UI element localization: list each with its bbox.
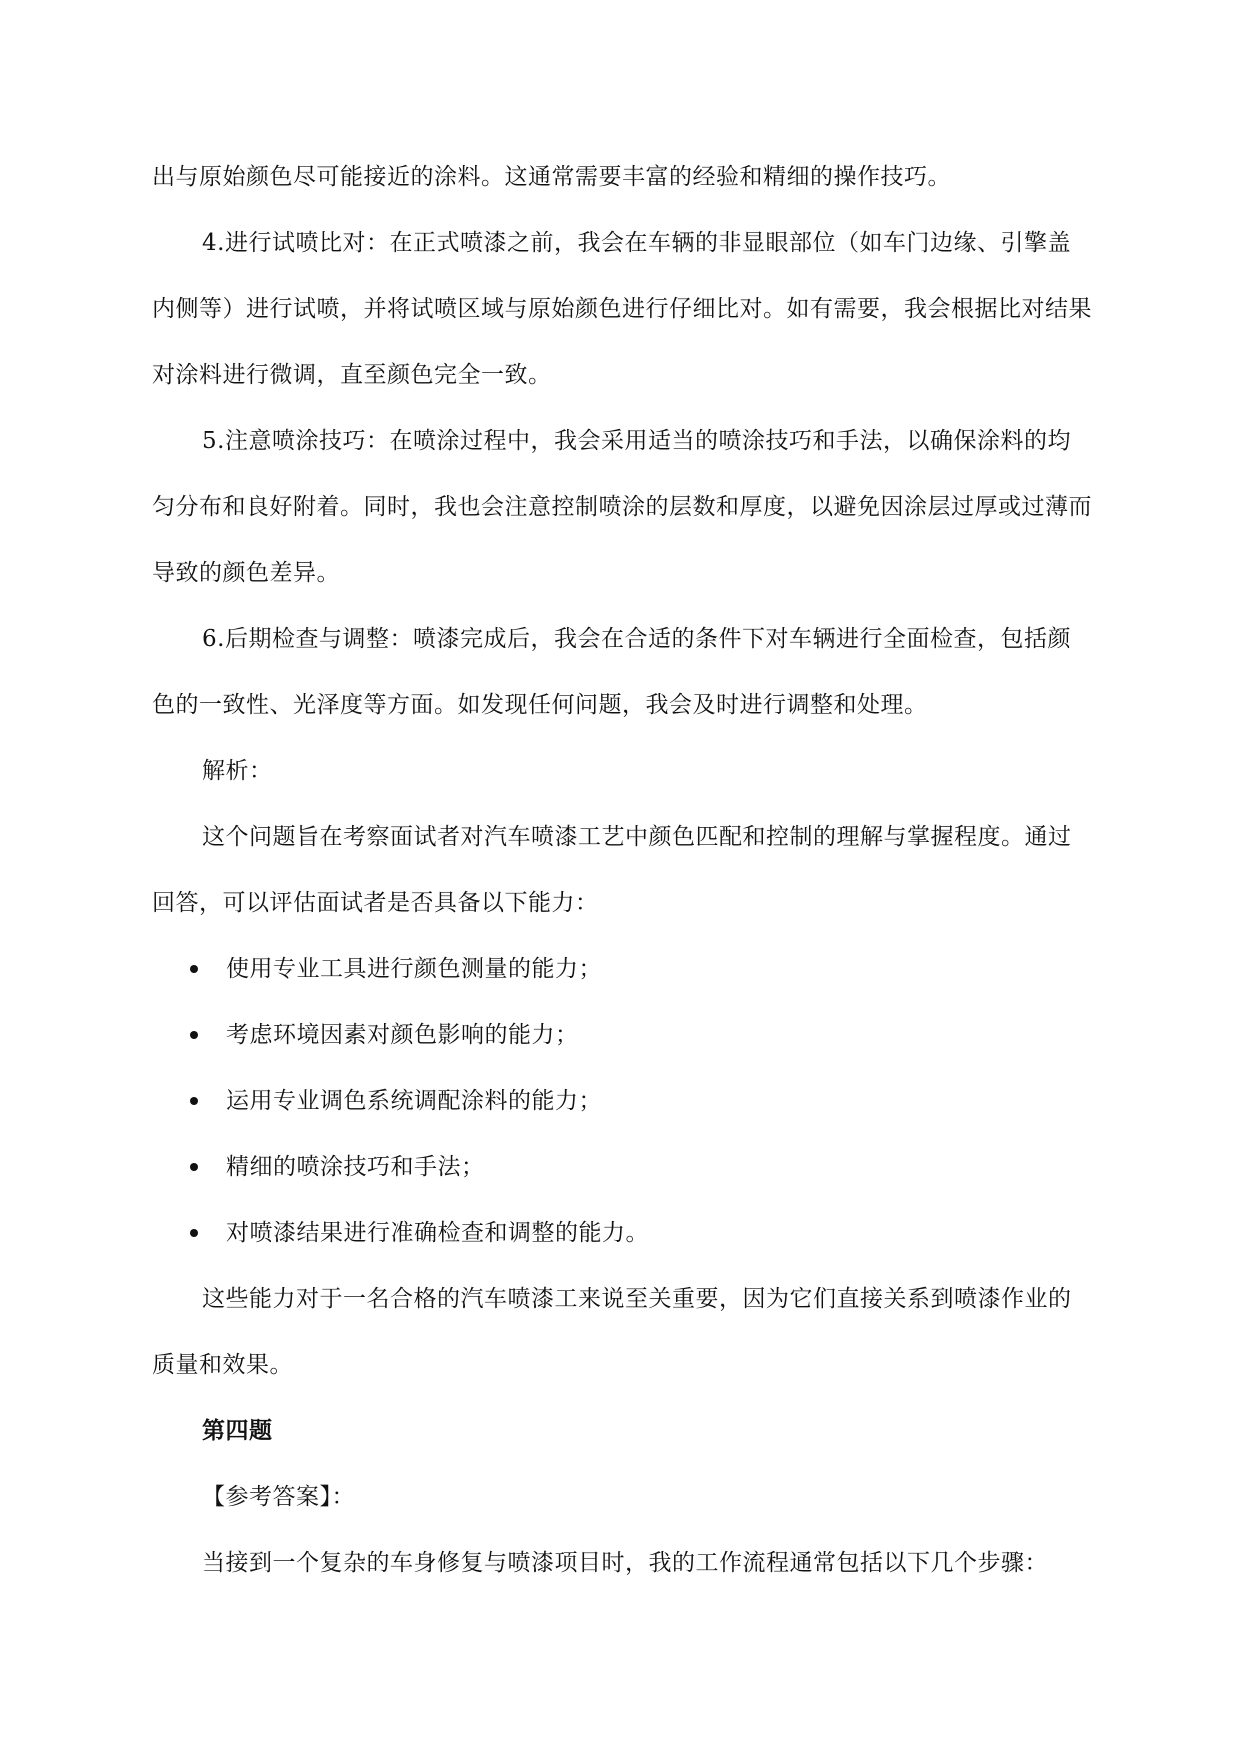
- paragraph-analysis: 这个问题旨在考察面试者对汽车喷漆工艺中颜色匹配和控制的理解与掌握程度。通过回答，可以评估面试者是否具备以下能力：: [152, 824, 1072, 916]
- document-body: [152, 144, 1092, 1596]
- list-item: [152, 1002, 1092, 1068]
- list-item: [152, 1200, 1092, 1266]
- bullet-icon: [190, 1229, 198, 1237]
- list-item-text: 精细的喷涂技巧和手法；: [226, 1154, 485, 1180]
- bullet-icon: [190, 1097, 198, 1105]
- list-item-text: 运用专业调色系统调配涂料的能力；: [226, 1088, 602, 1114]
- bullet-icon: [190, 1031, 198, 1039]
- bullet-icon: [190, 1163, 198, 1171]
- paragraph-step-4: 4.进行试喷比对：在正式喷漆之前，我会在车辆的非显眼部位（如车门边缘、引擎盖内侧等）进行试喷，并将试喷区域与原始颜色进行仔细比对。如有需要，我会根据比对结果对涂料进行微调，直至颜色完全一致。: [152, 230, 1092, 388]
- paragraph-step-5: 5.注意喷涂技巧：在喷涂过程中，我会采用适当的喷涂技巧和手法，以确保涂料的均匀分布和良好附着。同时，我也会注意控制喷涂的层数和厚度，以避免因涂层过厚或过薄而导致的颜色差异。: [152, 428, 1092, 586]
- bullet-icon: [190, 965, 198, 973]
- ability-list: [152, 936, 1092, 1266]
- list-item: [152, 1068, 1092, 1134]
- list-item: [152, 1134, 1092, 1200]
- list-item-text: 对喷漆结果进行准确检查和调整的能力。: [226, 1220, 649, 1246]
- list-item: [152, 936, 1092, 1002]
- analysis-label: 解析：: [202, 758, 273, 784]
- section-heading: 第四题: [202, 1417, 273, 1444]
- paragraph-step-6: 6.后期检查与调整：喷漆完成后，我会在合适的条件下对车辆进行全面检查，包括颜色的一致性、光泽度等方面。如发现任何问题，我会及时进行调整和处理。: [152, 626, 1071, 718]
- list-item-text: 使用专业工具进行颜色测量的能力；: [226, 956, 602, 982]
- answer-label: 【参考答案】：: [202, 1484, 355, 1510]
- list-item-text: 考虑环境因素对颜色影响的能力；: [226, 1022, 579, 1048]
- paragraph-summary: 这些能力对于一名合格的汽车喷漆工来说至关重要，因为它们直接关系到喷漆作业的质量和效果。: [152, 1286, 1072, 1378]
- paragraph-continuation: 出与原始颜色尽可能接近的涂料。这通常需要丰富的经验和精细的操作技巧。: [152, 164, 951, 190]
- paragraph-workflow-intro: 当接到一个复杂的车身修复与喷漆项目时，我的工作流程通常包括以下几个步骤：: [202, 1550, 1048, 1576]
